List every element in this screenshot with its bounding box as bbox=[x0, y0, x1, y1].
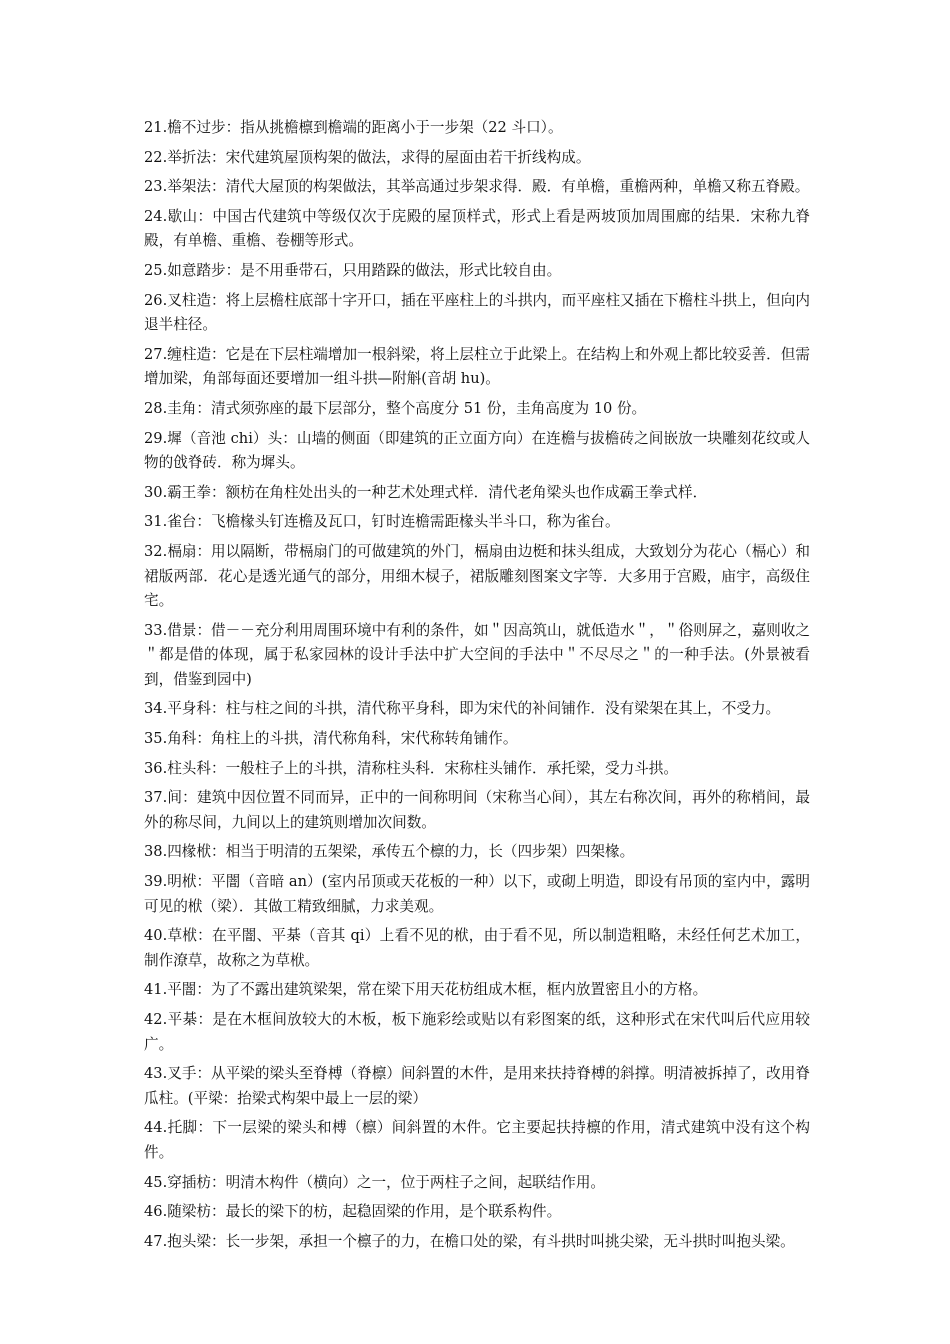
glossary-entry-40: 40.草栿：在平闇、平棊（音其 qi）上看不见的栿，由于看不见，所以制造粗略，未经任何艺术加工，制作潦草，故称之为草栿。 bbox=[144, 927, 810, 969]
glossary-entry-30: 30.霸王拳：额枋在角柱处出头的一种艺术处理式样．清代老角梁头也作成霸王拳式样． bbox=[144, 483, 708, 501]
glossary-entry-21: 21.檐不过步：指从挑檐檩到檐端的距离小于一步架（22 斗口）。 bbox=[144, 119, 563, 136]
glossary-entry-27: 27.缠柱造：它是在下层柱端增加一根斜梁，将上层柱立于此梁上。在结构上和外观上都比较妥善．但需增加梁，角部每面还要增加一组斗拱—附斛(音胡 hu)。 bbox=[144, 345, 810, 388]
glossary-entry-25: 25.如意踏步：是不用垂带石，只用踏跺的做法，形式比较自由。 bbox=[144, 261, 562, 279]
glossary-entry-29: 29.墀（音池 chi）头：山墙的侧面（即建筑的正立面方向）在连檐与拔檐砖之间嵌放一块雕刻花纹或人物的戗脊砖．称为墀头。 bbox=[144, 429, 810, 472]
glossary-entry-42: 42.平棊：是在木框间放较大的木板，板下施彩绘或贴以有彩图案的纸，这种形式在宋代叫后代应用较广。 bbox=[144, 1011, 810, 1053]
glossary-entry-22: 22.举折法：宋代建筑屋顶构架的做法，求得的屋面由若干折线构成。 bbox=[144, 148, 591, 166]
glossary-entry-36: 36.柱头科：一般柱子上的斗拱，清称柱头科．宋称柱头铺作．承托梁，受力斗拱。 bbox=[144, 759, 678, 777]
glossary-entry-33: 33.借景：借－－充分利用周围环境中有利的条件，如＂因高筑山，就低造水＂，＂俗则屏之，嘉则收之＂都是借的体现，属于私家园林的设计手法中扩大空间的手法中＂不尽尽之＂的一种手法。(外景被看到，借鉴到园中) bbox=[144, 621, 810, 688]
glossary-entry-46: 46.随梁枋：最长的梁下的枋，起稳固梁的作用，是个联系构件。 bbox=[144, 1203, 562, 1221]
glossary-entry-47: 47.抱头梁：长一步架，承担一个檩子的力，在檐口处的梁，有斗拱时叫挑尖梁，无斗拱时叫抱头梁。 bbox=[144, 1232, 795, 1250]
glossary-entry-34: 34.平身科：柱与柱之间的斗拱，清代称平身科，即为宋代的补间铺作．没有梁架在其上，不受力。 bbox=[144, 700, 781, 718]
glossary-entry-23: 23.举架法：清代大屋顶的构架做法，其举高通过步架求得．殿．有单檐，重檐两种，单檐又称五脊殿。 bbox=[144, 178, 810, 196]
glossary-entry-44: 44.托脚：下一层梁的梁头和榑（檩）间斜置的木件。它主要起扶持檩的作用，清式建筑中没有这个构件。 bbox=[144, 1119, 810, 1161]
glossary-entry-28: 28.圭角：清式须弥座的最下层部分，整个高度分 51 份，圭角高度为 10 份。 bbox=[144, 399, 647, 417]
glossary-entry-35: 35.角科：角柱上的斗拱，清代称角科，宋代称转角铺作。 bbox=[144, 730, 518, 748]
glossary-entry-31: 31.雀台：飞檐椽头钉连檐及瓦口，钉时连檐需距椽头半斗口，称为雀台。 bbox=[144, 513, 620, 531]
glossary-entry-41: 41.平闇：为了不露出建筑梁架，常在梁下用天花枋组成木框，框内放置密且小的方格。 bbox=[144, 981, 708, 999]
glossary-entry-26: 26.叉柱造：将上层檐柱底部十字开口，插在平座柱上的斗拱内，而平座柱又插在下檐柱斗拱上，但向内退半柱径。 bbox=[144, 291, 810, 334]
glossary-entry-39: 39.明栿：平闇（音暗 an）(室内吊顶或天花板的一种）以下，或砌上明造，即设有吊顶的室内中，露明可见的栿（梁）．其做工精致细腻，力求美观。 bbox=[144, 873, 810, 915]
document-page bbox=[144, 116, 810, 1259]
glossary-entry-24: 24.歇山：中国古代建筑中等级仅次于庑殿的屋顶样式，形式上看是两坡顶加周围廊的结果．宋称九脊殿，有单檐、重檐、卷棚等形式。 bbox=[144, 207, 810, 250]
glossary-entry-38: 38.四椽栿：相当于明清的五架梁，承传五个檩的力，长（四步架）四架椽。 bbox=[144, 843, 635, 861]
glossary-entry-32: 32.槅扇：用以隔断，带槅扇门的可做建筑的外门，槅扇由边梃和抹头组成，大致划分为花心（槅心）和裙版两部．花心是透光通气的部分，用细木棂子，裙版雕刻图案文字等．大多用于宫殿，庙宇，高级住宅。 bbox=[144, 542, 810, 610]
glossary-entry-43: 43.叉手：从平梁的梁头至脊榑（脊檩）间斜置的木件，是用来扶持脊榑的斜撑。明清被拆掉了，改用脊瓜柱。(平梁：抬梁式构架中最上一层的梁） bbox=[144, 1065, 810, 1107]
glossary-entry-37: 37.间：建筑中因位置不同而异，正中的一间称明间（宋称当心间），其左右称次间，再外的称梢间，最外的称尽间，九间以上的建筑则增加次间数。 bbox=[144, 789, 810, 831]
glossary-entry-45: 45.穿插枋：明清木构件（横向）之一，位于两柱子之间，起联结作用。 bbox=[144, 1173, 606, 1191]
